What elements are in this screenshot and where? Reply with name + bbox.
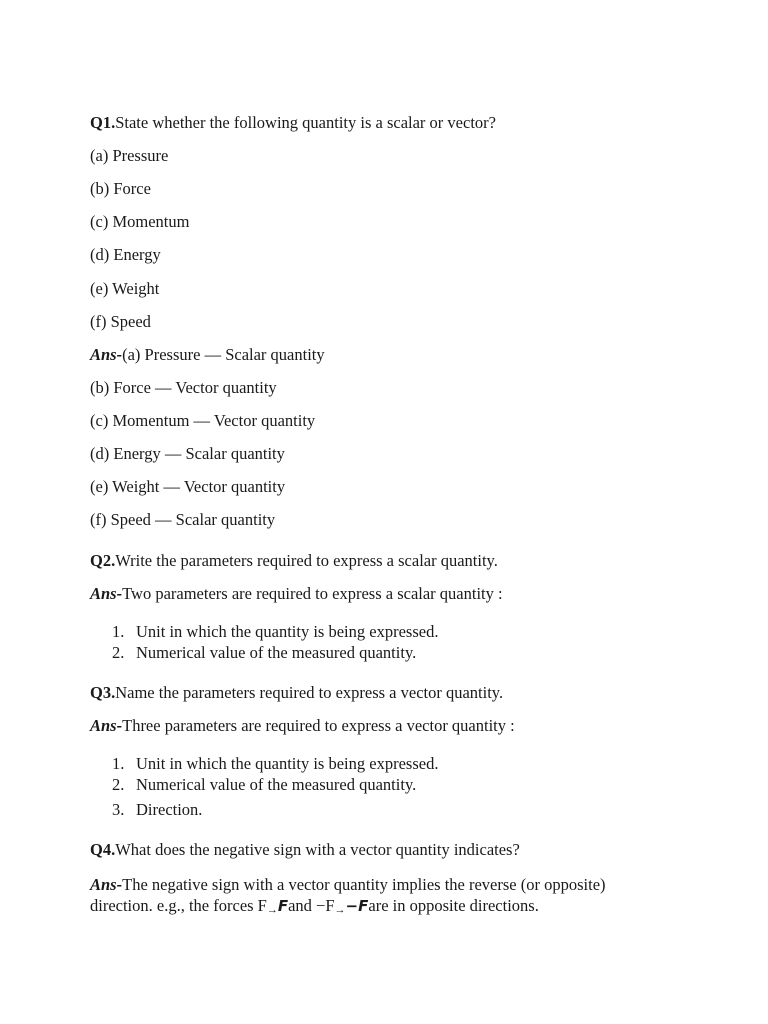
q1-option: (b) Force [90, 179, 151, 198]
q1-question [90, 113, 496, 133]
q1-option: (c) Momentum [90, 212, 190, 231]
list-text: Numerical value of the measured quantity. [136, 643, 417, 662]
q1-option: (e) Weight [90, 279, 160, 298]
q4-label: Q4. [90, 840, 116, 859]
q3-question-text: Name the parameters required to express a vector quantity. [115, 683, 504, 702]
q2-ans-label: Ans- [90, 584, 123, 603]
q1-label: Q1. [90, 113, 116, 132]
q1-answer [90, 345, 325, 365]
q1-question-text: State whether the following quantity is a scalar or vector? [115, 113, 496, 132]
q1-option: (a) Pressure [90, 146, 169, 165]
q1-option: (d) Energy [90, 245, 161, 264]
q4-answer-text: The negative sign with a vector quantity implies the reverse (or opposite) [122, 875, 606, 894]
list-text: Unit in which the quantity is being expressed. [136, 622, 439, 641]
q2-answer-text: Two parameters are required to express a scalar quantity : [122, 584, 503, 603]
q1-answer-item: (a) Pressure — Scalar quantity [122, 345, 325, 364]
q1-answer-item: (f) Speed — Scalar quantity [90, 510, 276, 529]
q3-ans-label: Ans- [90, 716, 123, 735]
q1-answer-item: (e) Weight — Vector quantity [90, 477, 286, 496]
q3-answer-text: Three parameters are required to express a vector quantity : [122, 716, 515, 735]
q4-answer [90, 874, 690, 921]
q4-answer-text: are in opposite directions. [368, 896, 539, 915]
q4-question-text: What does the negative sign with a vector quantity indicates? [115, 840, 520, 859]
list-text: Unit in which the quantity is being expressed. [136, 754, 439, 773]
q4-answer-text: direction. e.g., the forces F [90, 896, 267, 915]
q1-ans-label: Ans- [90, 345, 123, 364]
vector-symbol: −F [345, 897, 369, 915]
list-number: 1. [112, 754, 125, 773]
q1-answer-item: (d) Energy — Scalar quantity [90, 444, 285, 463]
list-text: Numerical value of the measured quantity. [136, 775, 417, 794]
q2-answer [90, 584, 503, 604]
q1-option: (f) Speed [90, 312, 151, 331]
q2-question-text: Write the parameters required to express a scalar quantity. [115, 551, 498, 570]
q3-answer [90, 716, 515, 736]
list-number: 1. [112, 622, 125, 641]
list-number: 2. [112, 775, 125, 794]
vector-symbol: F [277, 897, 289, 915]
q4-answer-text: and −F [288, 896, 335, 915]
q4-question [90, 840, 520, 860]
list-text: Direction. [136, 800, 203, 819]
vector-arrow-icon: → [334, 904, 346, 916]
q1-answer-item: (c) Momentum — Vector quantity [90, 411, 316, 430]
q3-label: Q3. [90, 683, 116, 702]
q3-question [90, 683, 503, 703]
q4-ans-label: Ans- [90, 875, 123, 894]
q2-question [90, 551, 498, 571]
list-number: 3. [112, 800, 125, 819]
q1-answer-item: (b) Force — Vector quantity [90, 378, 277, 397]
vector-arrow-icon: → [266, 904, 278, 916]
q2-label: Q2. [90, 551, 116, 570]
list-number: 2. [112, 643, 125, 662]
